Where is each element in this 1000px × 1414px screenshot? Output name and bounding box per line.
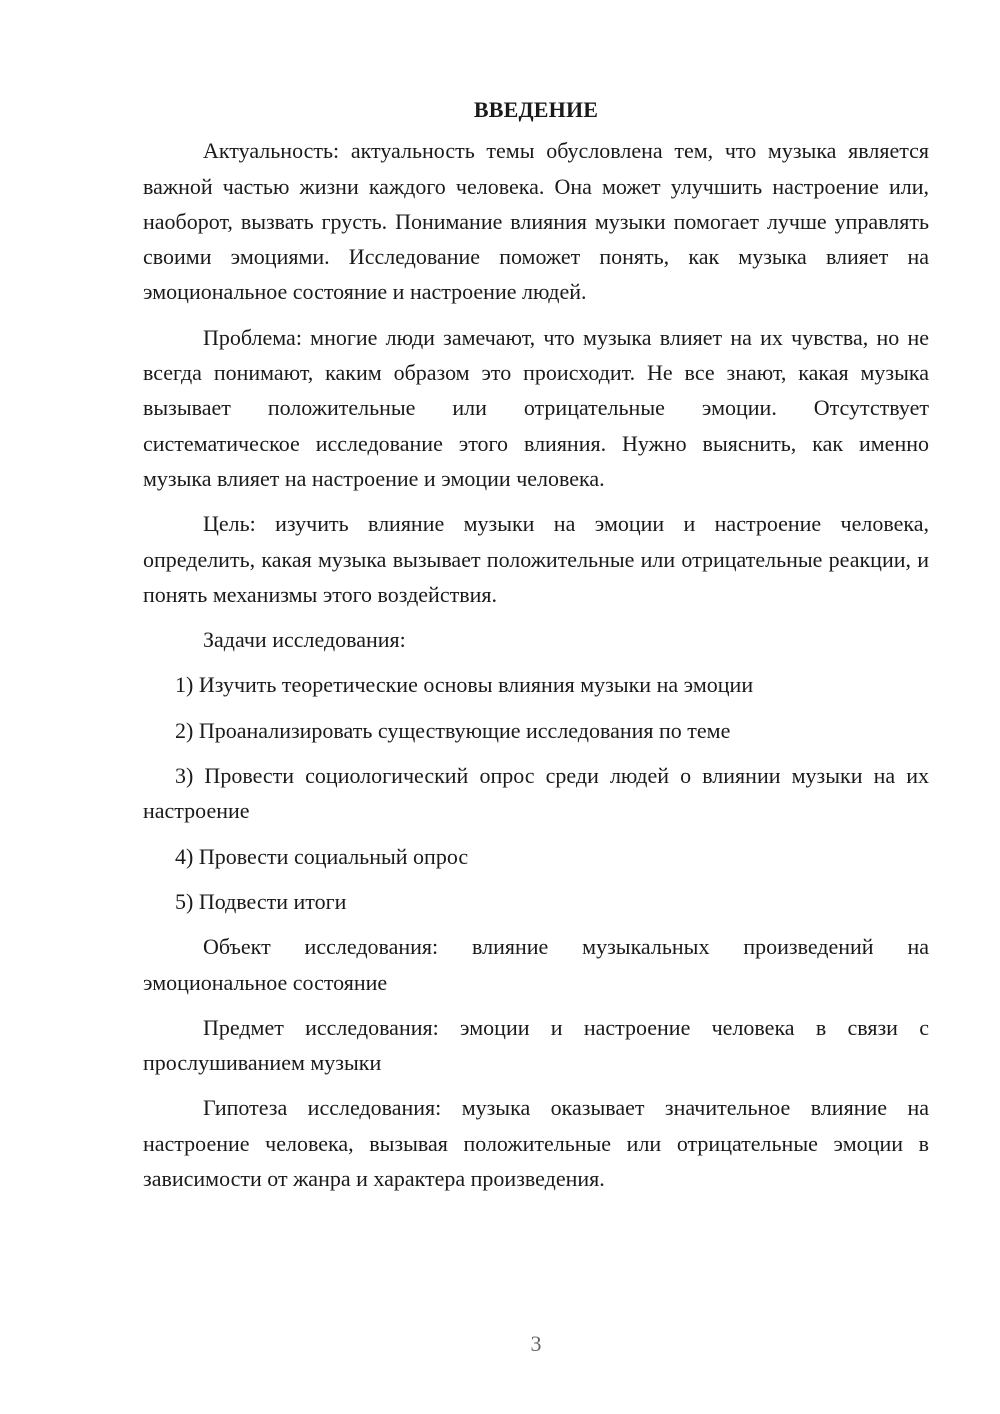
task-item: 5) Подвести итоги xyxy=(175,888,347,914)
problem-paragraph: Проблема: многие люди замечают, что музыка влияет на их чувства, но не всегда понимают, каким образом это происходит. Не все знают, какая музыка вызывает положительные или отрицательные эмоции. Отсутствует систематическое исследование этого влияния. Нужно выяснить, как именно музыка влияет на настроение и эмоции человека. xyxy=(143,324,929,491)
task-item: 2) Проанализировать существующие исследования по теме xyxy=(175,717,731,743)
task-item: 4) Провести социальный опрос xyxy=(175,843,469,869)
section-title: ВВЕДЕНИЕ xyxy=(473,97,599,122)
task-item: 3) Провести социологический опрос среди людей о влиянии музыки на их настроение xyxy=(143,763,929,824)
subject-paragraph: Предмет исследования: эмоции и настроение человека в связи с прослушиванием музыки xyxy=(143,1014,929,1076)
page-content xyxy=(143,92,929,1206)
tasks-heading: Задачи исследования: xyxy=(203,627,406,653)
page-number: 3 xyxy=(530,1331,542,1356)
object-paragraph: Объект исследования: влияние музыкальных произведений на эмоциональное состояние xyxy=(143,934,929,995)
relevance-paragraph: Актуальность: актуальность темы обусловлена тем, что музыка является важной частью жизни каждого человека. Она может улучшить настроение или, наоборот, вызвать грусть. Понимание влияния музыки помогает лучше управлять своими эмоциями. Исследование поможет понять, как музыка влияет на эмоциональное состояние и настроение людей. xyxy=(143,138,929,305)
hypothesis-paragraph: Гипотеза исследования: музыка оказывает значительное влияние на настроение человека, вызывая положительные или отрицательные эмоции в зависимости от жанра и характера произведения. xyxy=(143,1095,929,1192)
goal-paragraph: Цель: изучить влияние музыки на эмоции и настроение человека, определить, какая музыка вызывает положительные или отрицательные реакции, и понять механизмы этого воздействия. xyxy=(143,511,929,607)
task-item: 1) Изучить теоретические основы влияния музыки на эмоции xyxy=(175,672,754,698)
